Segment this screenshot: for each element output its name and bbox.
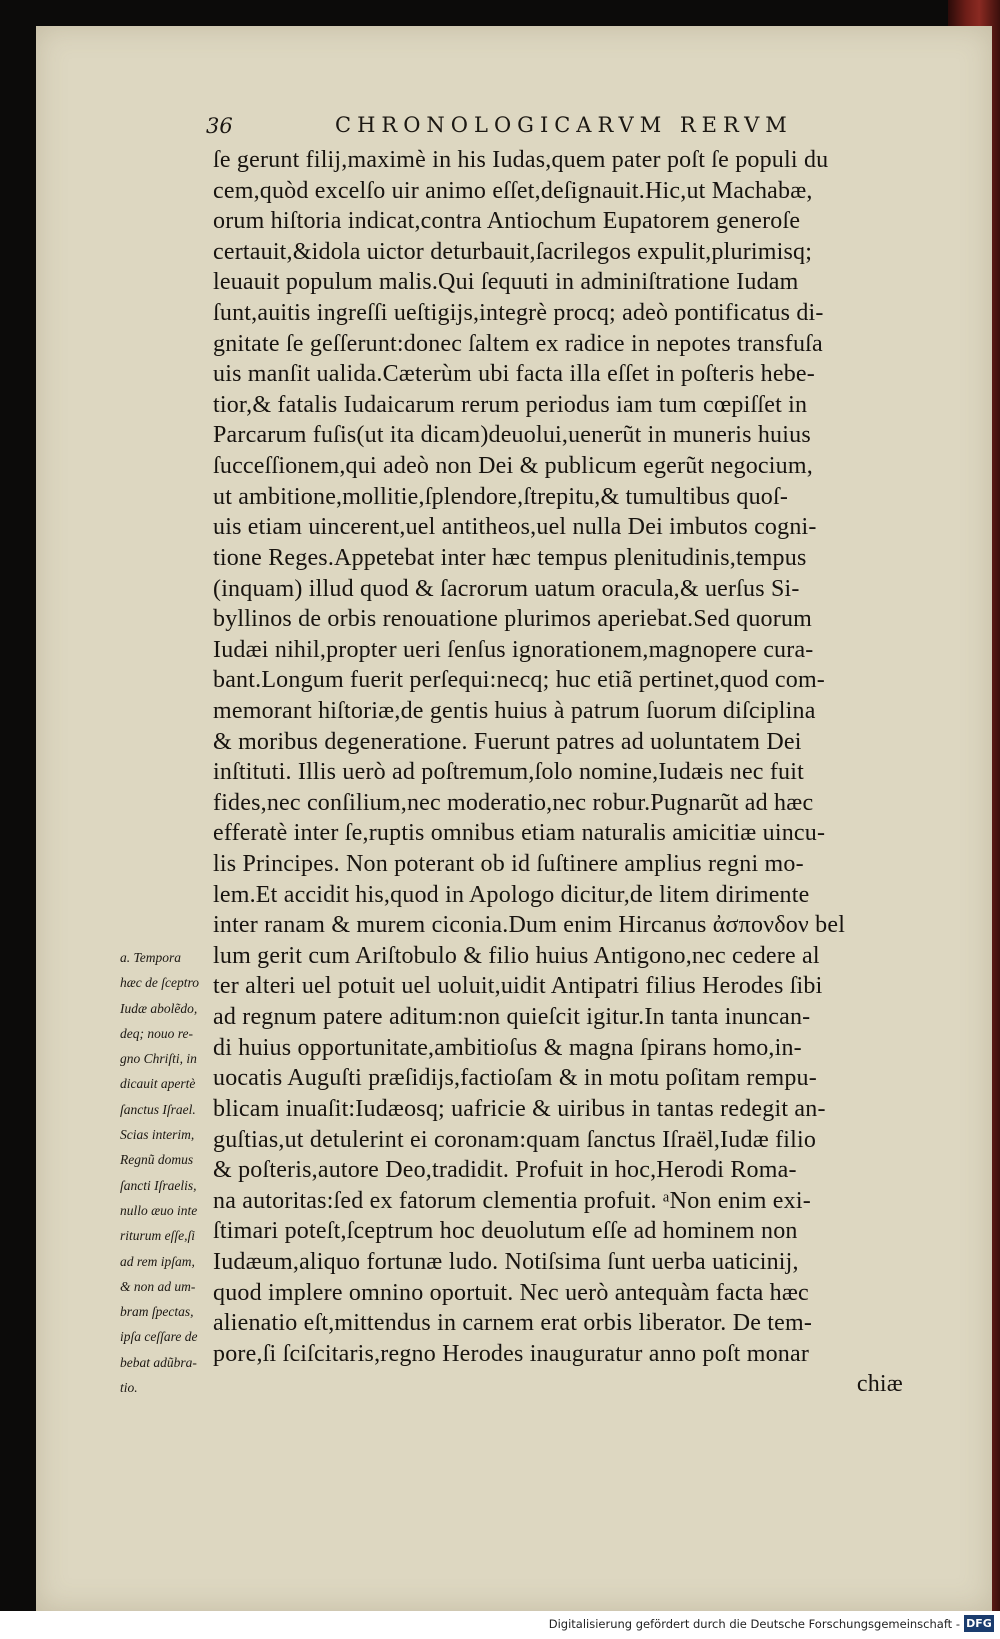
margin-note-line: nullo æuo inte: [120, 1202, 198, 1218]
text-line: ad regnum patere aditum:non quieſcit igitur.In tanta inuncan-: [213, 1004, 811, 1031]
text-line: byllinos de orbis renouatione plurimos aperiebat.Sed quorum: [213, 606, 813, 633]
text-line: inter ranam & murem ciconia.Dum enim Hircanus ἀσπονδον bel: [213, 912, 846, 939]
margin-note-line: Regnũ domus: [120, 1152, 194, 1168]
margin-note-line: Iudæ abolẽdo,: [120, 1000, 198, 1016]
margin-note-line: tio.: [120, 1380, 138, 1396]
page-number: 36: [206, 114, 233, 138]
text-line: ſe gerunt filij,maximè in his Iudas,quem pater poſt ſe populi du: [213, 147, 829, 173]
margin-note-line: ipſa ceſſare de: [120, 1329, 198, 1345]
margin-note-line: deq; nouo re-: [120, 1025, 193, 1041]
text-line: uis manſit ualida.Cæterùm ubi facta illa eſſet in poſteris hebe-: [213, 361, 815, 388]
text-line: tior,& fatalis Iudaicarum rerum periodus iam tum cœpiſſet in: [213, 391, 808, 418]
text-line: cem,quòd excelſo uir animo eſſet,deſignauit.Hic,ut Machabæ,: [213, 177, 813, 204]
text-line: leuauit populum malis.Qui ſequuti in adminiſtratione Iudam: [213, 269, 799, 296]
margin-note-line: Scias interim,: [120, 1127, 195, 1143]
text-line: certauit,&idola uictor deturbauit,ſacrilegos expulit,plurimisq;: [213, 238, 813, 265]
text-line: ſunt,auitis ingreſſi ueſtigijs,integrè procq; adeò pontificatus di-: [213, 300, 824, 327]
text-line: bant.Longum fuerit perſequi:necq; huc etiã pertinet,quod com-: [213, 667, 826, 694]
footer-bar: [0, 1611, 1000, 1639]
text-line: fides,nec conſilium,nec moderatio,nec robur.Pugnarũt ad hæc: [213, 789, 814, 816]
text-line: uocatis Auguſti præſidijs,factioſam & in motu poſitam rempu-: [213, 1065, 817, 1092]
text-line: tione Reges.Appetebat inter hæc tempus plenitudinis,tempus: [213, 544, 807, 571]
margin-note-line: bram ſpectas,: [120, 1304, 194, 1320]
text-line: Iudæi nihil,propter ueri ſenſus ignorationem,magnopere cura-: [213, 636, 814, 663]
text-line: Parcarum fuſis(ut ita dicam)deuolui,uenerũt in muneris huius: [213, 422, 811, 449]
body-text: [213, 145, 903, 1400]
text-line: lum gerit cum Ariſtobulo & filio huius Antigono,nec cedere al: [213, 942, 820, 969]
text-line: uis etiam uincerent,uel antitheos,uel nulla Dei imbutos cogni-: [213, 514, 817, 541]
text-line: ſucceſſionem,qui adeò non Dei & publicum egerũt negocium,: [213, 453, 813, 480]
margin-note-line: a. Tempora: [120, 950, 182, 965]
text-line: ter alteri uel potuit uel uoluit,uidit Antipatri filius Herodes ſibi: [213, 973, 823, 1000]
text-line: ſtimari poteſt,ſceptrum hoc deuolutum eſſe ad hominem non: [213, 1218, 798, 1245]
text-line: efferatè inter ſe,ruptis omnibus etiam naturalis amicitiæ uincu-: [213, 820, 826, 847]
text-line: alienatio eſt,mittendus in carnem erat orbis liberator. De tem-: [213, 1310, 813, 1337]
text-line: pore,ſi ſciſcitaris,regno Herodes inauguratur anno poſt monar: [213, 1340, 810, 1367]
running-head: CHRONOLOGICARVM RERVM: [335, 113, 793, 137]
text-line: & poſteris,autore Deo,tradidit. Profuit in hoc,Herodi Roma-: [213, 1157, 797, 1184]
text-line: gnitate ſe geſſerunt:donec ſaltem ex radice in nepotes transfuſa: [213, 330, 823, 357]
text-line: (inquam) illud quod & ſacrorum uatum oracula,& uerſus Si-: [213, 575, 800, 602]
text-line: orum hiſtoria indicat,contra Antiochum Eupatorem generoſe: [213, 208, 801, 235]
margin-note-line: bebat adũbra-: [120, 1354, 197, 1370]
text-line: blicam inuaſit:Iudæosq; uafricie & uiribus in tantas redegit an-: [213, 1095, 826, 1122]
text-line: di huius opportunitate,ambitioſus & magna ſpirans homo,in-: [213, 1034, 802, 1061]
margin-note-line: hæc de ſceptro: [120, 975, 199, 991]
text-line: lis Principes. Non poterant ob id ſuſtinere amplius regni mo-: [213, 851, 804, 878]
text-line: Iudæum,aliquo fortunæ ludo. Notiſsima ſunt uerba uaticinij,: [213, 1248, 799, 1275]
margin-note-line: riturum eſſe,ſi: [120, 1228, 195, 1244]
text-line: memorant hiſtoriæ,de gentis huius à patrum ſuorum diſciplina: [213, 697, 816, 724]
text-line: ut ambitione,mollitie,ſplendore,ſtrepitu,& tumultibus quoſ-: [213, 483, 789, 510]
footer-credit: Digitalisierung gefördert durch die Deutsche Forschungsgemeinschaft -: [548, 1617, 960, 1631]
text-line: guſtias,ut detulerint ei coronam:quam ſanctus Iſraël,Iudæ filio: [213, 1126, 817, 1153]
margin-note-line: ſanctus Iſrael.: [120, 1101, 196, 1117]
text-line: quod implere omnino oportuit. Nec uerò antequàm facta hæc: [213, 1279, 809, 1306]
dfg-logo: DFG: [964, 1615, 994, 1632]
text-line: lem.Et accidit his,quod in Apologo dicitur,de litem dirimente: [213, 881, 810, 908]
margin-note: [120, 945, 212, 1400]
margin-note-line: gno Chriſti, in: [120, 1051, 197, 1067]
margin-note-line: ſancti Iſraelis,: [120, 1177, 197, 1193]
text-line: chiæ: [856, 1371, 903, 1398]
text-line: na autoritas:ſed ex fatorum clementia profuit. ᵃNon enim exi-: [213, 1187, 811, 1214]
margin-note-line: & non ad um-: [120, 1278, 196, 1294]
margin-note-line: dicauit apertè: [120, 1076, 196, 1092]
text-line: inſtituti. Illis uerò ad poſtremum,ſolo nomine,Iudæis nec fuit: [213, 759, 804, 786]
text-line: & moribus degeneratione. Fuerunt patres ad uoluntatem Dei: [213, 728, 802, 755]
margin-note-line: ad rem ipſam,: [120, 1253, 195, 1269]
